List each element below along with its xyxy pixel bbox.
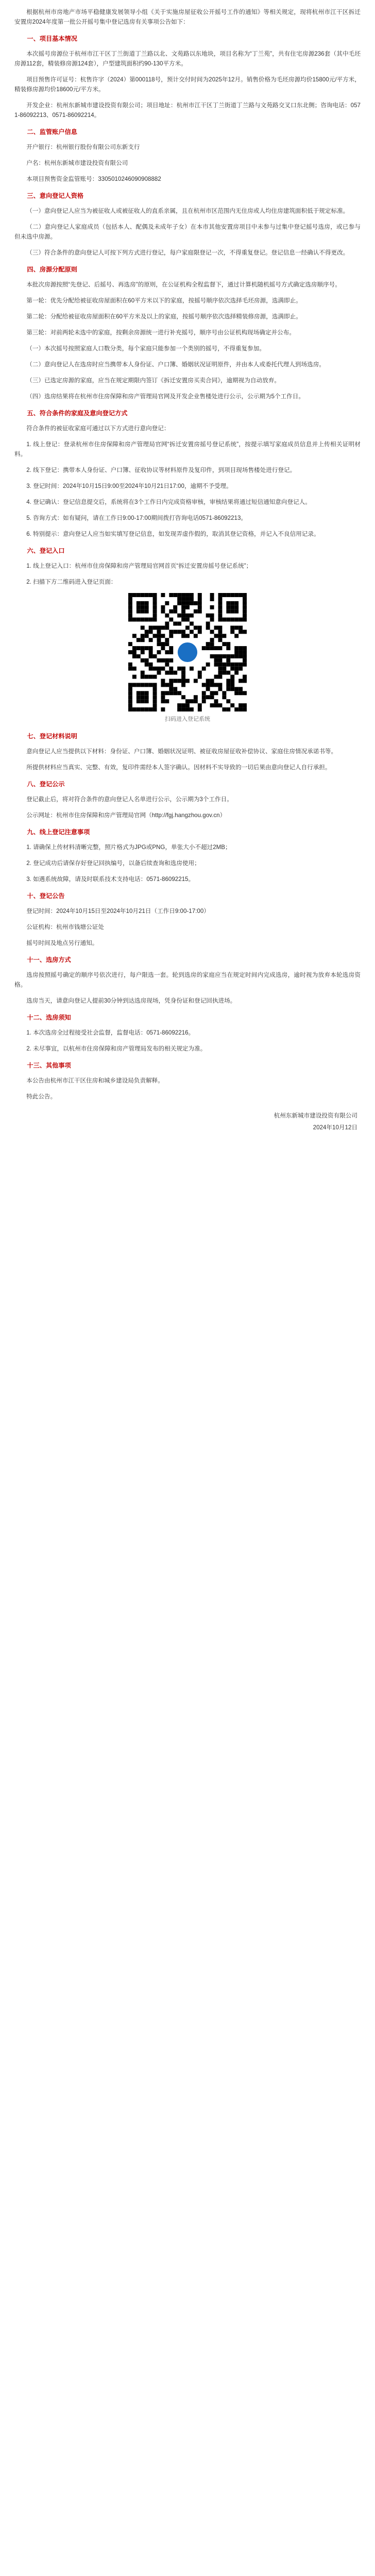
section-paragraph: 第三轮：对前两轮未选中的家庭，按剩余房源统一进行补充摇号，顺序号由公证机构现场确定并公布。 [26, 329, 295, 336]
section-heading: 三、意向登记人资格 [27, 192, 84, 199]
qr-code-block [14, 593, 361, 724]
section-heading: 十、登记公告 [27, 892, 65, 900]
section-paragraph: （二）意向登记人家庭成员（包括本人、配偶及未成年子女）在本市其他安置房项目中未参与过集中登记摇号选房，或已参与但未选中房源。 [14, 224, 361, 240]
qr-caption: 扫码进入登记系统 [165, 716, 210, 722]
section-paragraph: 2. 线下登记：携带本人身份证、户口簿、征收协议等材料原件及复印件，到项目现场售楼处进行登记。 [26, 467, 296, 473]
section-paragraph: （三）已选定房源的家庭，应当在规定期限内签订《拆迁安置房买卖合同》，逾期视为自动放弃。 [26, 377, 280, 384]
section-heading: 九、线上登记注意事项 [27, 828, 90, 836]
section-paragraph: 本批次房源按照“先登记、后摇号、再选房”的原则，在公证机构全程监督下，通过计算机随机摇号方式确定选房顺序号。 [26, 281, 341, 288]
signature: 杭州东新城市建设投资有限公司 [274, 1112, 357, 1119]
section-heading: 十二、选房须知 [27, 1014, 71, 1021]
section-heading: 二、监管账户信息 [27, 128, 77, 135]
section-paragraph: 第一轮：优先分配给被征收房屋面积在60平方米以下的家庭，按摇号顺序依次选择毛坯房源，选满即止。 [26, 297, 302, 304]
section-paragraph: 1. 本次选房全过程接受社会监督，监督电话：0571-86092216。 [26, 1029, 195, 1036]
section-paragraph: （一）本次摇号按照家庭人口数分类，每个家庭只能参加一个类别的摇号，不得重复参加。 [26, 345, 265, 352]
section-heading: 五、符合条件的家庭及意向登记方式 [27, 410, 128, 417]
section-paragraph: 选房按照摇号确定的顺序号依次进行，每户限选一套。轮到选房的家庭应当在规定时间内完成选房，逾时视为放弃本轮选房资格。 [14, 972, 361, 988]
section-heading: 八、登记公示 [27, 781, 65, 788]
section-paragraph: 特此公告。 [26, 1093, 57, 1100]
section-paragraph: 摇号时间及地点另行通知。 [26, 940, 98, 946]
section-paragraph: 1. 线上登记：登录杭州市住房保障和房产管理局官网“拆迁安置房摇号登记系统”，按提示填写家庭成员信息并上传相关证明材料。 [14, 441, 361, 457]
section-heading: 十三、其他事项 [27, 1062, 71, 1069]
section-paragraph: 5. 咨询方式：如有疑问，请在工作日9:00-17:00期间拨打咨询电话0571-86092213。 [26, 515, 247, 521]
section-paragraph: 公证机构：杭州市钱塘公证处 [26, 924, 104, 930]
qr-logo-icon [178, 642, 197, 662]
section-paragraph: 3. 如遇系统故障，请及时联系技术支持电话：0571-86092215。 [26, 876, 195, 883]
section-paragraph: 户名：杭州东新城市建设投资有限公司 [26, 160, 128, 166]
section-paragraph: （一）意向登记人应当为被征收人或被征收人的直系亲属，且在杭州市区范围内无住房或人均住房建筑面积低于规定标准。 [26, 208, 349, 214]
section-paragraph: 3. 登记时间：2024年10月15日9:00至2024年10月21日17:00，逾期不予受理。 [26, 483, 232, 489]
section-paragraph: 1. 线上登记入口：杭州市住房保障和房产管理局官网首页“拆迁安置房摇号登记系统”； [26, 563, 252, 569]
section-paragraph: 开户银行：杭州银行股份有限公司东新支行 [26, 144, 140, 150]
section-paragraph: 6. 特别提示：意向登记人应当如实填写登记信息，如发现弄虚作假的，取消其登记资格，并记入不良信用记录。 [26, 531, 320, 537]
section-paragraph: （三）符合条件的意向登记人可按下列方式进行登记，每户家庭限登记一次，不得重复登记。登记信息一经确认不得更改。 [26, 249, 349, 256]
section-paragraph: （二）意向登记人在选房时应当携带本人身份证、户口簿、婚姻状况证明原件，并由本人或委托代理人到场选房。 [26, 361, 325, 368]
section-paragraph: 本公告由杭州市江干区住房和城乡建设局负责解释。 [26, 1077, 164, 1084]
section-paragraph: 开发企业：杭州东新城市建设投资有限公司；项目地址：杭州市江干区丁兰街道丁兰路与文苑路交叉口东北侧；咨询电话：0571-86092213、0571-86092214。 [14, 102, 361, 118]
publish-date: 2024年10月12日 [313, 1124, 357, 1131]
announcement-page [7, 0, 368, 1132]
section-paragraph: 本次摇号房源位于杭州市江干区丁兰街道丁兰路以北、文苑路以东地块，项目名称为“丁兰苑”，共有住宅房源236套（其中毛坯房源112套，精装修房源124套），户型建筑面积约90-130平方米。 [14, 50, 361, 67]
section-paragraph: （四）选房结果将在杭州市住房保障和房产管理局官网及开发企业售楼处进行公示，公示期为5个工作日。 [26, 393, 304, 400]
section-heading: 一、项目基本情况 [27, 35, 77, 42]
section-paragraph: 项目预售许可证号：杭售许字（2024）第000118号，预计交付时间为2025年12月。销售价格为毛坯房源均价15800元/平方米，精装修房源均价18600元/平方米。 [14, 76, 361, 93]
section-paragraph: 2. 未尽事宜，以杭州市住房保障和房产管理局发布的相关规定为准。 [26, 1045, 207, 1052]
section-paragraph: 第二轮：分配给被征收房屋面积在60平方米及以上的家庭，按摇号顺序依次选择精装修房源，选满即止。 [26, 313, 302, 320]
sections-container [14, 34, 361, 1101]
section-paragraph: 公示网址：杭州市住房保障和房产管理局官网（http://fgj.hangzhou.gov.cn） [26, 812, 226, 819]
section-paragraph: 4. 登记确认：登记信息提交后，系统将在3个工作日内完成资格审核，审核结果将通过短信通知意向登记人。 [26, 499, 311, 505]
section-paragraph: 登记截止后，将对符合条件的意向登记人名单进行公示，公示期为3个工作日。 [26, 796, 233, 803]
section-paragraph: 1. 请确保上传材料清晰完整，照片格式为JPG或PNG，单张大小不超过2MB； [26, 844, 231, 851]
section-paragraph: 2. 登记成功后请保存好登记回执编号，以备后续查询和选房使用； [26, 860, 200, 867]
section-heading: 四、房源分配原则 [27, 266, 77, 273]
intro-paragraph: 根据杭州市房地产市场平稳健康发展领导小组《关于实施房屋征收公开摇号工作的通知》等相关规定，现将杭州市江干区拆迁安置房2024年度第一批公开摇号集中登记选房有关事项公告如下： [14, 9, 361, 25]
section-paragraph: 登记时间：2024年10月15日至2024年10月21日（工作日9:00-17:00） [26, 908, 210, 914]
section-paragraph: 2. 扫描下方二维码进入登记页面： [26, 579, 117, 585]
section-heading: 六、登记入口 [27, 547, 65, 554]
section-paragraph: 选房当天，请意向登记人提前30分钟到达选房现场，凭身份证和登记回执进场。 [26, 997, 236, 1004]
section-heading: 十一、选房方式 [27, 956, 71, 963]
section-paragraph: 本项目预售资金监管账号：3305010246090908882 [26, 176, 161, 182]
section-paragraph: 意向登记人应当提供以下材料：身份证、户口簿、婚姻状况证明、被征收房屋征收补偿协议、家庭住房情况承诺书等。 [26, 748, 337, 755]
section-paragraph: 符合条件的被征收家庭可通过以下方式进行意向登记： [26, 425, 170, 432]
qr-code-image[interactable] [128, 593, 247, 711]
section-paragraph: 所提供材料应当真实、完整、有效，复印件需经本人签字确认。因材料不实导致的一切后果由意向登记人自行承担。 [26, 764, 331, 771]
section-heading: 七、登记材料说明 [27, 733, 77, 740]
